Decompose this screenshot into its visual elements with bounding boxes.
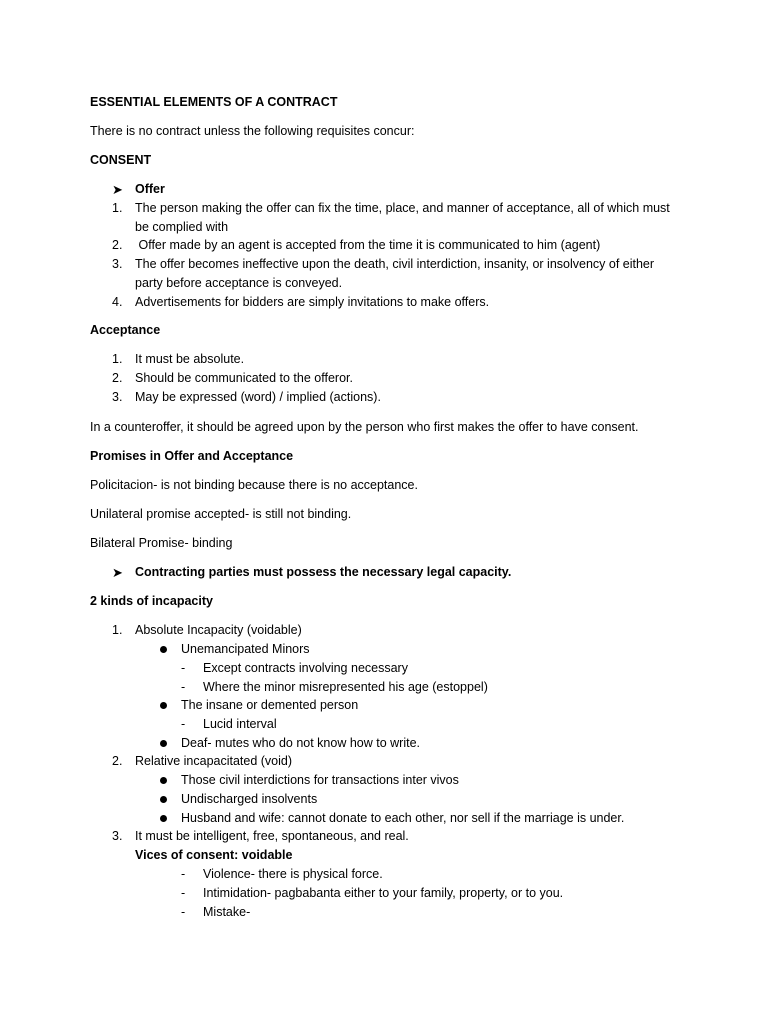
acceptance-item-text: Should be communicated to the offeror. bbox=[135, 371, 353, 385]
incapacity-heading: 2 kinds of incapacity bbox=[90, 594, 213, 608]
vice-text: Violence- there is physical force. bbox=[203, 867, 383, 881]
bullet-icon bbox=[160, 777, 167, 784]
policitacion-text: Policitacion- is not binding because there is no acceptance. bbox=[90, 478, 418, 492]
bullet-icon bbox=[160, 646, 167, 653]
offer-item-text: Offer made by an agent is accepted from the time it is communicated to him (agent) bbox=[135, 238, 601, 252]
offer-label: Offer bbox=[135, 182, 165, 196]
promises-heading: Promises in Offer and Acceptance bbox=[90, 449, 294, 463]
dash-marker: - bbox=[181, 717, 186, 731]
insane-text: The insane or demented person bbox=[181, 698, 359, 712]
offer-item-text: The offer becomes ineffective upon the death, civil interdiction, insanity, or insolvency of either bbox=[135, 257, 655, 271]
insane-sub-text: Lucid interval bbox=[203, 717, 277, 731]
bilateral-text: Bilateral Promise- binding bbox=[90, 536, 233, 550]
incapacity-item-text: It must be intelligent, free, spontaneous, and real. bbox=[135, 829, 409, 843]
incapacity-item-number: 1. bbox=[112, 623, 123, 637]
vice-text: Mistake- bbox=[203, 905, 251, 919]
intro-text: There is no contract unless the following requisites concur: bbox=[90, 124, 415, 138]
dash-marker: - bbox=[181, 886, 186, 900]
relative-bullet-text: Undischarged insolvents bbox=[181, 792, 318, 806]
offer-item-text: party before acceptance is conveyed. bbox=[135, 276, 343, 290]
dash-marker: - bbox=[181, 905, 186, 919]
offer-item-text: be complied with bbox=[135, 220, 229, 234]
dash-marker: - bbox=[181, 661, 186, 675]
capacity-bullet: Contracting parties must possess the necessary legal capacity. bbox=[135, 565, 512, 579]
relative-bullet-text: Those civil interdictions for transactions inter vivos bbox=[181, 773, 459, 787]
offer-item-text: The person making the offer can fix the time, place, and manner of acceptance, all of which must bbox=[135, 201, 670, 215]
arrow-bullet-icon: ➤ bbox=[112, 182, 123, 197]
vice-text: Intimidation- pagbabanta either to your family, property, or to you. bbox=[203, 886, 564, 900]
acceptance-heading: Acceptance bbox=[90, 323, 161, 337]
acceptance-item-number: 3. bbox=[112, 390, 123, 404]
offer-item-number: 1. bbox=[112, 201, 123, 215]
offer-item-text: Advertisements for bidders are simply invitations to make offers. bbox=[135, 295, 490, 309]
bullet-icon bbox=[160, 815, 167, 822]
acceptance-item-text: It must be absolute. bbox=[135, 352, 245, 366]
document-title: ESSENTIAL ELEMENTS OF A CONTRACT bbox=[90, 95, 338, 109]
dash-marker: - bbox=[181, 867, 186, 881]
relative-bullet-text: Husband and wife: cannot donate to each other, nor sell if the marriage is under. bbox=[181, 811, 625, 825]
bullet-icon bbox=[160, 740, 167, 747]
deaf-text: Deaf- mutes who do not know how to write. bbox=[181, 736, 421, 750]
incapacity-item-number: 2. bbox=[112, 754, 123, 768]
incapacity-item-text: Relative incapacitated (void) bbox=[135, 754, 293, 768]
offer-item-number: 2. bbox=[112, 238, 123, 252]
bullet-icon bbox=[160, 702, 167, 709]
arrow-bullet-icon: ➤ bbox=[112, 565, 123, 580]
acceptance-item-number: 1. bbox=[112, 352, 123, 366]
vices-heading: Vices of consent: voidable bbox=[135, 848, 293, 862]
dash-marker: - bbox=[181, 680, 186, 694]
incapacity-item-text: Absolute Incapacity (voidable) bbox=[135, 623, 302, 637]
minors-text: Unemancipated Minors bbox=[181, 642, 310, 656]
counteroffer-text: In a counteroffer, it should be agreed upon by the person who first makes the offer to have consent. bbox=[90, 420, 639, 434]
bullet-icon bbox=[160, 796, 167, 803]
minors-sub-text: Where the minor misrepresented his age (estoppel) bbox=[203, 680, 488, 694]
offer-item-number: 4. bbox=[112, 295, 123, 309]
offer-item-number: 3. bbox=[112, 257, 123, 271]
acceptance-item-text: May be expressed (word) / implied (actions). bbox=[135, 390, 381, 404]
acceptance-item-number: 2. bbox=[112, 371, 123, 385]
incapacity-item-number: 3. bbox=[112, 829, 123, 843]
unilateral-text: Unilateral promise accepted- is still not binding. bbox=[90, 507, 352, 521]
minors-sub-text: Except contracts involving necessary bbox=[203, 661, 408, 675]
consent-heading: CONSENT bbox=[90, 153, 152, 167]
